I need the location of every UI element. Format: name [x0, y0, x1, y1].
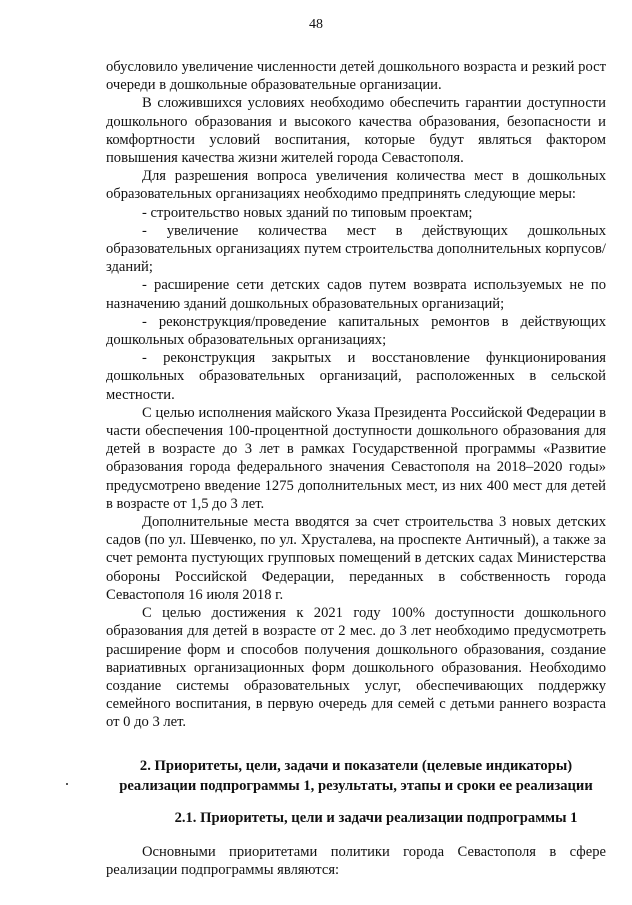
- scan-speck: [66, 783, 68, 785]
- list-item: - расширение сети детских садов путем возврата используемых не по назначению зданий дошкольных образовательных организаций;: [106, 277, 606, 312]
- section-heading: 2. Приоритеты, цели, задачи и показатели (целевые индикаторы) реализации подпрограммы 1, результаты, этапы и сроки ее реализации: [119, 757, 593, 794]
- list-item: - реконструкция закрытых и восстановление функционирования дошкольных образовательных организаций, расположенных в сельской местности.: [106, 350, 606, 403]
- list-item: - реконструкция/проведение капитальных ремонтов в действующих дошкольных образовательных организациях;: [106, 313, 606, 349]
- paragraph: Основными приоритетами политики города Севастополя в сфере реализации подпрограммы являются:: [106, 843, 606, 878]
- paragraph: обусловило увеличение численности детей дошкольного возраста и резкий рост очереди в дошкольные образовательные организации.: [106, 59, 606, 94]
- paragraph: Для разрешения вопроса увеличения количества мест в дошкольных образовательных организациях необходимо предпринять следующие меры:: [106, 168, 606, 203]
- paragraph: В сложившихся условиях необходимо обеспечить гарантии доступности дошкольного образования и высокого качества образования, безопасности и комфортности условий воспитания, которые будут являться фактором повышения качества жизни жителей города Севастополя.: [106, 95, 606, 167]
- page-number: 48: [309, 17, 323, 32]
- subsection-heading: 2.1. Приоритеты, цели и задачи реализации подпрограммы 1: [174, 809, 578, 826]
- list-item: - строительство новых зданий по типовым проектам;: [142, 204, 473, 221]
- paragraph: Дополнительные места вводятся за счет строительства 3 новых детских садов (по ул. Шевченко, по ул. Хрусталева, на проспекте Античный), а также за счет ремонта пустующих групповых помещений в детских садах Министерства обороны Российской Федерации, переданных в собственность города Севастополя 16 июля 2018 г.: [106, 514, 606, 603]
- list-item: - увеличение количества мест в действующих дошкольных образовательных организациях путем строительства дополнительных корпусов/зданий;: [106, 222, 606, 276]
- paragraph: С целью достижения к 2021 году 100% доступности дошкольного образования для детей в возрасте от 2 мес. до 3 лет необходимо предусмотреть расширение форм и способов получения дошкольного образования, создание вариативных организационных форм дошкольного образования. Необходимо создание системы образовательных услуг, обеспечивающих поддержку семейного воспитания, в первую очередь для семей с детьми раннего возраста от 0 до 3 лет.: [106, 605, 606, 731]
- document-body: [106, 58, 606, 879]
- paragraph: С целью исполнения майского Указа Президента Российской Федерации в части обеспечения 100-процентной доступности дошкольного образования для детей в возрасте до 3 лет в рамках Государственной программы «Развитие образования города федерального значения Севастополя на 2018–2020 годы» предусмотрено введение 1275 дополнительных мест, из них 400 мест для детей в возрасте от 1,5 до 3 лет.: [106, 404, 606, 512]
